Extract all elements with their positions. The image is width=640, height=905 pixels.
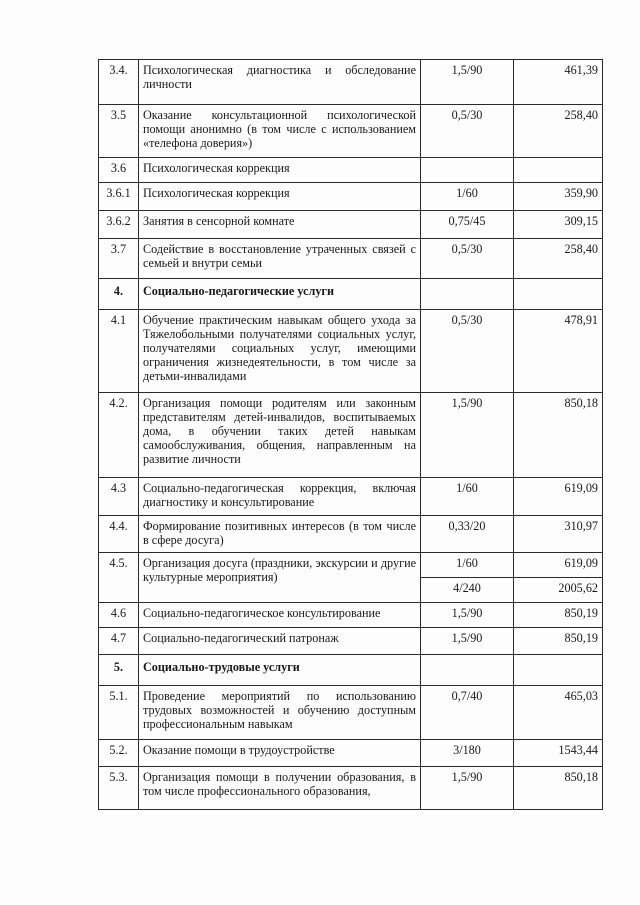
row-number: 3.5	[99, 105, 139, 158]
row-number: 4.3	[99, 478, 139, 516]
time-norm: 3/180	[421, 740, 514, 767]
table-row	[99, 183, 603, 211]
table-row	[99, 516, 603, 553]
service-price-alt: 2005,62	[514, 578, 603, 603]
section-title: Социально-педагогические услуги	[139, 279, 421, 310]
time-norm	[421, 158, 514, 183]
service-name: Психологическая диагностика и обследование личности	[139, 60, 421, 105]
service-price	[514, 158, 603, 183]
row-number: 4.2.	[99, 393, 139, 478]
service-name: Оказание консультационной психологической помощи анонимно (в том числе с использованием «телефона доверия»)	[139, 105, 421, 158]
service-name: Организация помощи в получении образования, в том числе профессионального образования,	[139, 767, 421, 810]
service-name: Организация досуга (праздники, экскурсии и другие культурные мероприятия)	[139, 553, 421, 603]
services-table	[98, 59, 603, 810]
row-number: 5.3.	[99, 767, 139, 810]
time-norm: 0,5/30	[421, 310, 514, 393]
service-price: 359,90	[514, 183, 603, 211]
row-number: 4.	[99, 279, 139, 310]
time-norm: 1/60	[421, 183, 514, 211]
service-name: Социально-педагогическая коррекция, включая диагностику и консультирование	[139, 478, 421, 516]
row-number: 3.6.2	[99, 211, 139, 239]
service-name: Занятия в сенсорной комнате	[139, 211, 421, 239]
section-title: Социально-трудовые услуги	[139, 655, 421, 686]
service-price: 1543,44	[514, 740, 603, 767]
row-number: 4.5.	[99, 553, 139, 603]
table-row	[99, 310, 603, 393]
row-number: 4.7	[99, 628, 139, 655]
service-name: Социально-педагогический патронаж	[139, 628, 421, 655]
row-number: 3.4.	[99, 60, 139, 105]
row-number: 4.6	[99, 603, 139, 628]
row-number: 3.6.1	[99, 183, 139, 211]
time-norm	[421, 655, 514, 686]
table-row	[99, 767, 603, 810]
table-row	[99, 686, 603, 740]
service-price: 258,40	[514, 239, 603, 279]
service-price: 478,91	[514, 310, 603, 393]
row-number: 5.2.	[99, 740, 139, 767]
service-price	[514, 655, 603, 686]
table-row	[99, 740, 603, 767]
time-norm: 1,5/90	[421, 60, 514, 105]
time-norm-alt: 4/240	[421, 578, 514, 603]
table-row	[99, 478, 603, 516]
service-price	[514, 279, 603, 310]
time-norm: 1,5/90	[421, 603, 514, 628]
service-name: Психологическая коррекция	[139, 158, 421, 183]
service-price: 258,40	[514, 105, 603, 158]
service-name: Социально-педагогическое консультирование	[139, 603, 421, 628]
time-norm: 0,5/30	[421, 105, 514, 158]
time-norm: 1/60	[421, 553, 514, 578]
service-price: 850,18	[514, 393, 603, 478]
time-norm: 1,5/90	[421, 767, 514, 810]
time-norm: 0,5/30	[421, 239, 514, 279]
service-name: Организация помощи родителям или законным представителям детей-инвалидов, воспитываемых дома, в обучении таких детей навыкам самообслуживания, общения, направленным на развитие личности	[139, 393, 421, 478]
service-name: Психологическая коррекция	[139, 183, 421, 211]
service-price: 619,09	[514, 553, 603, 578]
table-row	[99, 553, 603, 578]
service-name: Содействие в восстановление утраченных связей с семьей и внутри семьи	[139, 239, 421, 279]
service-price: 850,18	[514, 767, 603, 810]
service-price: 310,97	[514, 516, 603, 553]
section-row	[99, 279, 603, 310]
section-row	[99, 655, 603, 686]
row-number: 4.4.	[99, 516, 139, 553]
service-name: Проведение мероприятий по использованию трудовых возможностей и обучению доступным профессиональным навыкам	[139, 686, 421, 740]
row-number: 5.1.	[99, 686, 139, 740]
service-price: 850,19	[514, 603, 603, 628]
service-price: 309,15	[514, 211, 603, 239]
service-price: 461,39	[514, 60, 603, 105]
table-row	[99, 60, 603, 105]
table-row	[99, 603, 603, 628]
time-norm: 1,5/90	[421, 628, 514, 655]
time-norm: 0,75/45	[421, 211, 514, 239]
service-price: 465,03	[514, 686, 603, 740]
row-number: 3.7	[99, 239, 139, 279]
table-row	[99, 628, 603, 655]
service-name: Оказание помощи в трудоустройстве	[139, 740, 421, 767]
time-norm: 1/60	[421, 478, 514, 516]
table-row	[99, 239, 603, 279]
services-table-body	[99, 60, 603, 810]
row-number: 3.6	[99, 158, 139, 183]
time-norm: 0,33/20	[421, 516, 514, 553]
table-row	[99, 393, 603, 478]
table-row	[99, 211, 603, 239]
time-norm: 1,5/90	[421, 393, 514, 478]
table-row	[99, 105, 603, 158]
service-name: Формирование позитивных интересов (в том числе в сфере досуга)	[139, 516, 421, 553]
row-number: 4.1	[99, 310, 139, 393]
time-norm: 0,7/40	[421, 686, 514, 740]
table-row	[99, 158, 603, 183]
service-price: 850,19	[514, 628, 603, 655]
service-price: 619,09	[514, 478, 603, 516]
time-norm	[421, 279, 514, 310]
service-name: Обучение практическим навыкам общего ухода за Тяжелобольными получателями социальных услуг, получателями социальных услуг, имеющими ограничения жизнедеятельности, в том числе за детьми-инвалидами	[139, 310, 421, 393]
row-number: 5.	[99, 655, 139, 686]
